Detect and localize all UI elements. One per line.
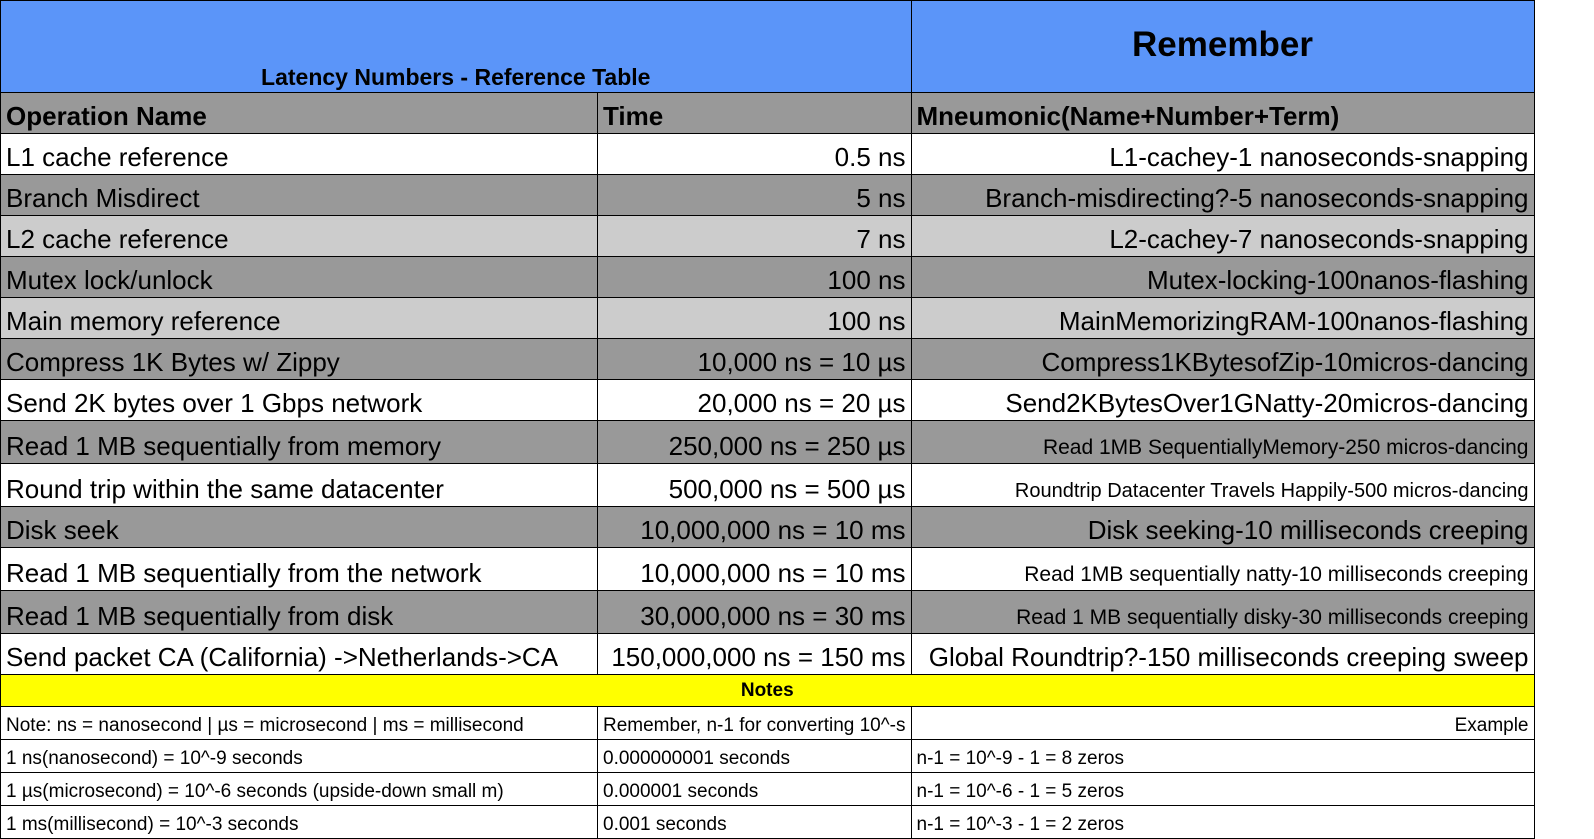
table-row [1,464,1535,507]
operation-cell: Main memory reference [1,298,598,339]
time-cell: 10,000,000 ns = 10 ms [598,507,912,548]
notes-cell: Note: ns = nanosecond | µs = microsecond | ms = millisecond [1,707,598,740]
operation-cell: Round trip within the same datacenter [1,464,598,507]
notes-title: Notes [1,675,1535,707]
mnemonic-cell: Read 1 MB sequentially disky-30 milliseconds creeping [911,591,1534,634]
table-row [1,380,1535,421]
operation-cell: Read 1 MB sequentially from the network [1,548,598,591]
table-row [1,507,1535,548]
notes-cell: 1 µs(microsecond) = 10^-6 seconds (upside-down small m) [1,773,598,806]
table-row [1,421,1535,464]
mnemonic-cell: Branch-misdirecting?-5 nanoseconds-snapping [911,175,1534,216]
column-header-row [1,93,1535,134]
operation-cell: Branch Misdirect [1,175,598,216]
notes-cell: 1 ns(nanosecond) = 10^-9 seconds [1,740,598,773]
notes-cell: n-1 = 10^-3 - 1 = 2 zeros [911,806,1534,839]
notes-cell: Example [911,707,1534,740]
notes-row [1,773,1535,806]
table-row [1,548,1535,591]
time-cell: 500,000 ns = 500 µs [598,464,912,507]
operation-cell: L2 cache reference [1,216,598,257]
notes-cell: 0.001 seconds [598,806,912,839]
time-cell: 10,000,000 ns = 10 ms [598,548,912,591]
operation-cell: Read 1 MB sequentially from memory [1,421,598,464]
mnemonic-cell: Read 1MB SequentiallyMemory-250 micros-dancing [911,421,1534,464]
operation-cell: Send 2K bytes over 1 Gbps network [1,380,598,421]
remember-title: Remember [911,1,1534,93]
notes-cell: 1 ms(millisecond) = 10^-3 seconds [1,806,598,839]
mnemonic-cell: Read 1MB sequentially natty-10 milliseconds creeping [911,548,1534,591]
mnemonic-cell: Send2KBytesOver1GNatty-20micros-dancing [911,380,1534,421]
mnemonic-cell: Compress1KBytesofZip-10micros-dancing [911,339,1534,380]
time-cell: 7 ns [598,216,912,257]
mnemonic-cell: Mutex-locking-100nanos-flashing [911,257,1534,298]
operation-cell: Compress 1K Bytes w/ Zippy [1,339,598,380]
notes-cell: 0.000000001 seconds [598,740,912,773]
operation-cell: L1 cache reference [1,134,598,175]
table-row [1,134,1535,175]
mnemonic-cell: Disk seeking-10 milliseconds creeping [911,507,1534,548]
operation-cell: Read 1 MB sequentially from disk [1,591,598,634]
table-row [1,216,1535,257]
notes-row [1,806,1535,839]
time-cell: 150,000,000 ns = 150 ms [598,634,912,675]
time-cell: 100 ns [598,298,912,339]
notes-cell: 0.000001 seconds [598,773,912,806]
mnemonic-cell: L1-cachey-1 nanoseconds-snapping [911,134,1534,175]
notes-cell: n-1 = 10^-9 - 1 = 8 zeros [911,740,1534,773]
table-row [1,298,1535,339]
notes-header-row [1,675,1535,707]
title-row [1,1,1535,93]
time-cell: 100 ns [598,257,912,298]
column-header-operation: Operation Name [1,93,598,134]
operation-cell: Send packet CA (California) ->Netherlands->CA [1,634,598,675]
notes-cell: Remember, n-1 for converting 10^-s [598,707,912,740]
operation-cell: Mutex lock/unlock [1,257,598,298]
column-header-mnemonic: Mneumonic(Name+Number+Term) [911,93,1534,134]
table-row [1,591,1535,634]
time-cell: 30,000,000 ns = 30 ms [598,591,912,634]
time-cell: 0.5 ns [598,134,912,175]
time-cell: 250,000 ns = 250 µs [598,421,912,464]
time-cell: 5 ns [598,175,912,216]
column-header-time: Time [598,93,912,134]
table-row [1,339,1535,380]
time-cell: 10,000 ns = 10 µs [598,339,912,380]
mnemonic-cell: Roundtrip Datacenter Travels Happily-500 micros-dancing [911,464,1534,507]
notes-row [1,707,1535,740]
notes-cell: n-1 = 10^-6 - 1 = 5 zeros [911,773,1534,806]
operation-cell: Disk seek [1,507,598,548]
table-row [1,634,1535,675]
time-cell: 20,000 ns = 20 µs [598,380,912,421]
mnemonic-cell: MainMemorizingRAM-100nanos-flashing [911,298,1534,339]
table-row [1,257,1535,298]
table-title: Latency Numbers - Reference Table [1,1,912,93]
mnemonic-cell: L2-cachey-7 nanoseconds-snapping [911,216,1534,257]
notes-row [1,740,1535,773]
table-row [1,175,1535,216]
mnemonic-cell: Global Roundtrip?-150 milliseconds creeping sweep [911,634,1534,675]
